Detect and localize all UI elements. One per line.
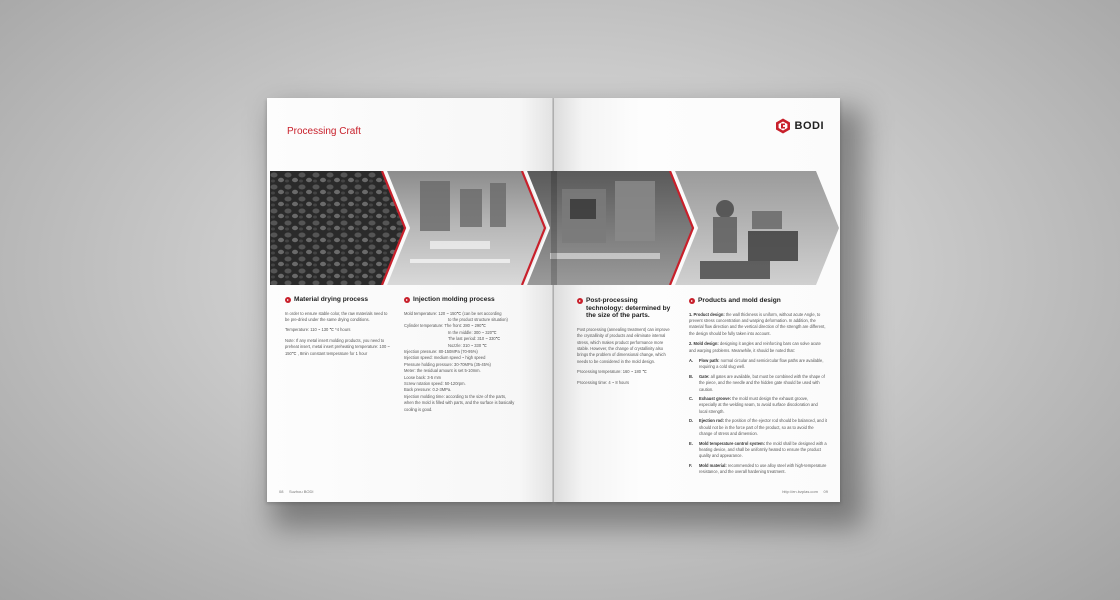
bullet-arrow-icon bbox=[285, 297, 291, 303]
list-item: A. Flow path: normal circular and semicircular flow paths are available, requiring a cold slug well. bbox=[689, 358, 824, 370]
left-footer-company: Suzhou BODI bbox=[289, 489, 314, 494]
bodi-logo-icon bbox=[775, 118, 791, 134]
right-footer-url: http://en.bzplas.com bbox=[782, 489, 818, 494]
post-processing-temperature: Processing temperature: 160 ~ 180 ℃ bbox=[577, 369, 647, 375]
bullet-arrow-icon bbox=[689, 298, 695, 304]
bullet-arrow-icon bbox=[577, 298, 583, 304]
material-drying-temperature: Temperature: 110 ~ 130 ℃ *4 hours bbox=[285, 327, 351, 333]
mold-design-item: 2. Mold design: designing it angles and reinforcing bars can solve acute and warping problems. Meanwhile, it should be noted that: bbox=[689, 341, 821, 353]
injection-molding-section bbox=[404, 296, 516, 413]
injection-line: Loose back: 3-5 mm bbox=[404, 374, 442, 380]
injection-line: The last period: 310 ~ 330℃ bbox=[448, 336, 501, 342]
list-item: B. Gate: all gates are available, but must be combined with the shape of the piece, and the needle and the hidden gate should be used with caution. bbox=[689, 373, 825, 392]
material-drying-heading: Material drying process bbox=[285, 296, 391, 304]
product-design-item: 1. Product design: the wall thickness is uniform, without acute Angle, to prevent stress concentration and warping deformation. In addition, the material flow direction and the vertical direction of the strength are different, the design should be fully taken into account. bbox=[689, 311, 826, 336]
right-page bbox=[554, 98, 840, 502]
injection-line: Injection speed: medium speed ~ high speed bbox=[404, 355, 486, 361]
photo-band bbox=[270, 171, 840, 285]
section-title: Processing Craft bbox=[287, 126, 361, 137]
material-drying-section bbox=[285, 296, 391, 361]
logo-text: BODI bbox=[794, 120, 824, 132]
bullet-arrow-icon bbox=[404, 297, 410, 303]
mold-design-heading: Products and mold design bbox=[689, 297, 827, 305]
left-footer bbox=[279, 489, 313, 494]
mold-design-sublist bbox=[689, 358, 827, 476]
left-page-number: 08 bbox=[279, 489, 284, 494]
injection-line: to the product structure situation) bbox=[448, 317, 508, 322]
injection-line: Mold temperature: 120 ~ 150℃ (can be set according bbox=[404, 310, 502, 316]
material-drying-note: Note: If any metal insert molding products, you need to preheat insert, metal insert preheating temperature: 100 ~ 150℃ , 8min constant temperature for 1 hour bbox=[285, 337, 390, 356]
material-drying-paragraph: In order to ensure stable color, the raw materials need to be pre-dried under the same drying conditions. bbox=[285, 310, 388, 322]
injection-line: Meter: the residual amount is set 5-10mm. bbox=[404, 368, 481, 374]
mold-design-section bbox=[689, 297, 827, 479]
list-item: F. Mold material: recommended to use alloy steel with high-temperature resistance, and the overall hardening treatment. bbox=[689, 462, 827, 475]
injection-line: Screw rotation speed: 50-120rpm. bbox=[404, 381, 466, 387]
injection-line: Back pressure: 0.2-3MPa. bbox=[404, 387, 452, 393]
photo-collage bbox=[270, 171, 840, 285]
injection-line: Nozzle: 310 ~ 330 ℃ bbox=[448, 342, 487, 348]
pellets-photo bbox=[270, 171, 405, 285]
list-item: D. Ejection rod: the position of the ejector rod should be balanced, and it should not be in the force part of the product, so as to avoid the change of stress and dimension. bbox=[689, 418, 827, 437]
injection-line: Cylinder temperature: The front: 280 ~ 290℃ bbox=[404, 323, 487, 329]
post-processing-section bbox=[577, 297, 675, 390]
list-item: E. Mold temperature control system: the mold shall be designed with a heating device, and shall be uniformly heated to ensure the product quality and appearance. bbox=[689, 440, 827, 459]
post-processing-paragraph: Post processing (annealing treatment) can improve the crystallinity of products and eliminate internal stress, which makes product performance more stable. However, the change of crystallinity also brings the problem of dimensional change, which needs to be considered in the mold design. bbox=[577, 326, 670, 364]
right-page-number: 09 bbox=[823, 489, 828, 494]
injection-line: Injection molding time: according to the size of the parts, when the mold is filled with parts, and the surface is basically cooling is good. bbox=[404, 393, 515, 412]
left-page bbox=[267, 98, 554, 502]
injection-molding-heading: Injection molding process bbox=[404, 296, 516, 304]
injection-line: In the middle: 300 ~ 320℃ bbox=[448, 329, 497, 335]
injection-line: Injection pressure: 80-150MPa (70-95%) bbox=[404, 349, 478, 355]
injection-line: Pressure holding pressure: 30-70MPa (35-45%) bbox=[404, 361, 491, 367]
post-processing-time: Processing time: 4 ~ 8 hours bbox=[577, 379, 629, 385]
post-processing-heading: Post-processing technology: determined by the size of the parts. bbox=[577, 297, 675, 320]
list-item: C. Exhaust groove: the mold must design the exhaust groove, especially at the welding seam, to avoid surface discoloration and local strength. bbox=[689, 396, 818, 414]
right-footer bbox=[782, 489, 828, 494]
bodi-logo bbox=[775, 118, 825, 134]
